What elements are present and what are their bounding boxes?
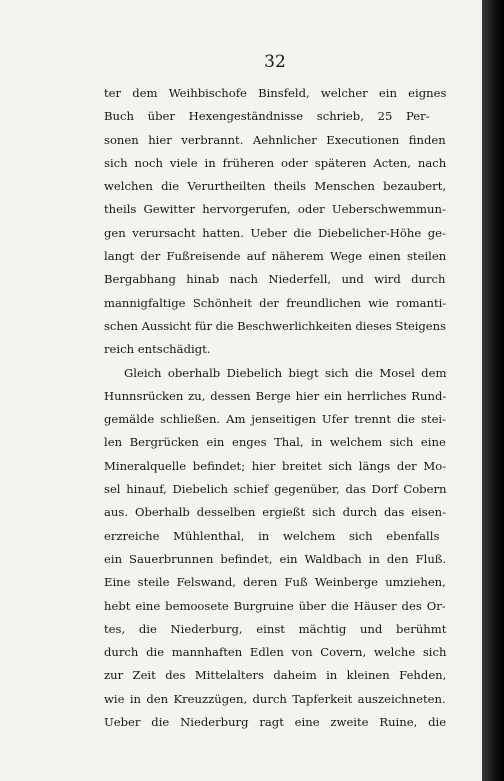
text-line: sich noch viele in früheren oder späteren Acten, nach xyxy=(104,155,447,170)
text-line: schen Aussicht für die Beschwerlichkeiten dieses Steigens xyxy=(104,318,446,333)
text-line: Ueber die Niederburg ragt eine zweite Ruine, die xyxy=(104,715,447,730)
text-line: ein Sauerbrunnen befindet, ein Waldbach in den Fluß. xyxy=(104,551,447,566)
text-line: ter dem Weihbischofe Binsfeld, welcher ein eignes xyxy=(104,86,447,100)
text-line: wie in den Kreuzzügen, durch Tapferkeit auszeichneten. xyxy=(104,691,446,706)
text-line: reich entschädigt. xyxy=(104,342,211,357)
text-line: mannigfaltige Schönheit der freundlichen wie romanti- xyxy=(104,295,447,310)
text-line: hebt eine bemoosete Burgruine über die Häuser des Or- xyxy=(104,598,446,613)
text-line: Gleich oberhalb Diebelich biegt sich die Mosel dem xyxy=(124,365,447,380)
text-line: Eine steile Felswand, deren Fuß Weinberge umziehen, xyxy=(104,575,446,590)
text-line: langt der Fußreisende auf näherem Wege einen steilen xyxy=(104,249,447,264)
text-line: sonen hier verbrannt. Aehnlicher Executionen finden xyxy=(104,132,446,147)
text-line: welchen die Verurtheilten theils Menschen bezaubert, xyxy=(104,179,447,194)
text-line: tes, die Niederburg, einst mächtig und berühmt xyxy=(104,621,447,636)
text-line: Buch über Hexengeständnisse schrieb, 25 Per- xyxy=(104,109,430,124)
text-line: zur Zeit des Mittelalters daheim in kleinen Fehden, xyxy=(104,668,447,683)
text-line: Mineralquelle befindet; hier breitet sich längs der Mo- xyxy=(104,458,447,473)
text-line: gemälde schließen. Am jenseitigen Ufer trennt die stei- xyxy=(104,412,447,427)
text-line: sel hinauf, Diebelich schief gegenüber, das Dorf Cobern xyxy=(104,482,447,497)
page-number: 32 xyxy=(264,52,286,72)
text-line: len Bergrücken ein enges Thal, in welchem sich eine xyxy=(104,435,446,450)
text-line: Hunnsrücken zu, dessen Berge hier ein herrliches Rund- xyxy=(104,388,447,403)
page-body-text xyxy=(104,82,446,734)
text-line: aus. Oberhalb desselben ergießt sich durch das eisen- xyxy=(104,505,447,520)
book-gutter-shadow xyxy=(482,0,504,781)
text-line: Bergabhang hinab nach Niederfell, und wird durch xyxy=(104,272,446,287)
text-line: theils Gewitter hervorgerufen, oder Ueberschwemmun- xyxy=(104,202,446,217)
text-line: durch die mannhaften Edlen von Covern, welche sich xyxy=(104,645,447,660)
text-line: erzreiche Mühlenthal, in welchem sich ebenfalls xyxy=(104,528,440,543)
text-line: gen verursacht hatten. Ueber die Diebelicher-Höhe ge- xyxy=(104,225,446,240)
